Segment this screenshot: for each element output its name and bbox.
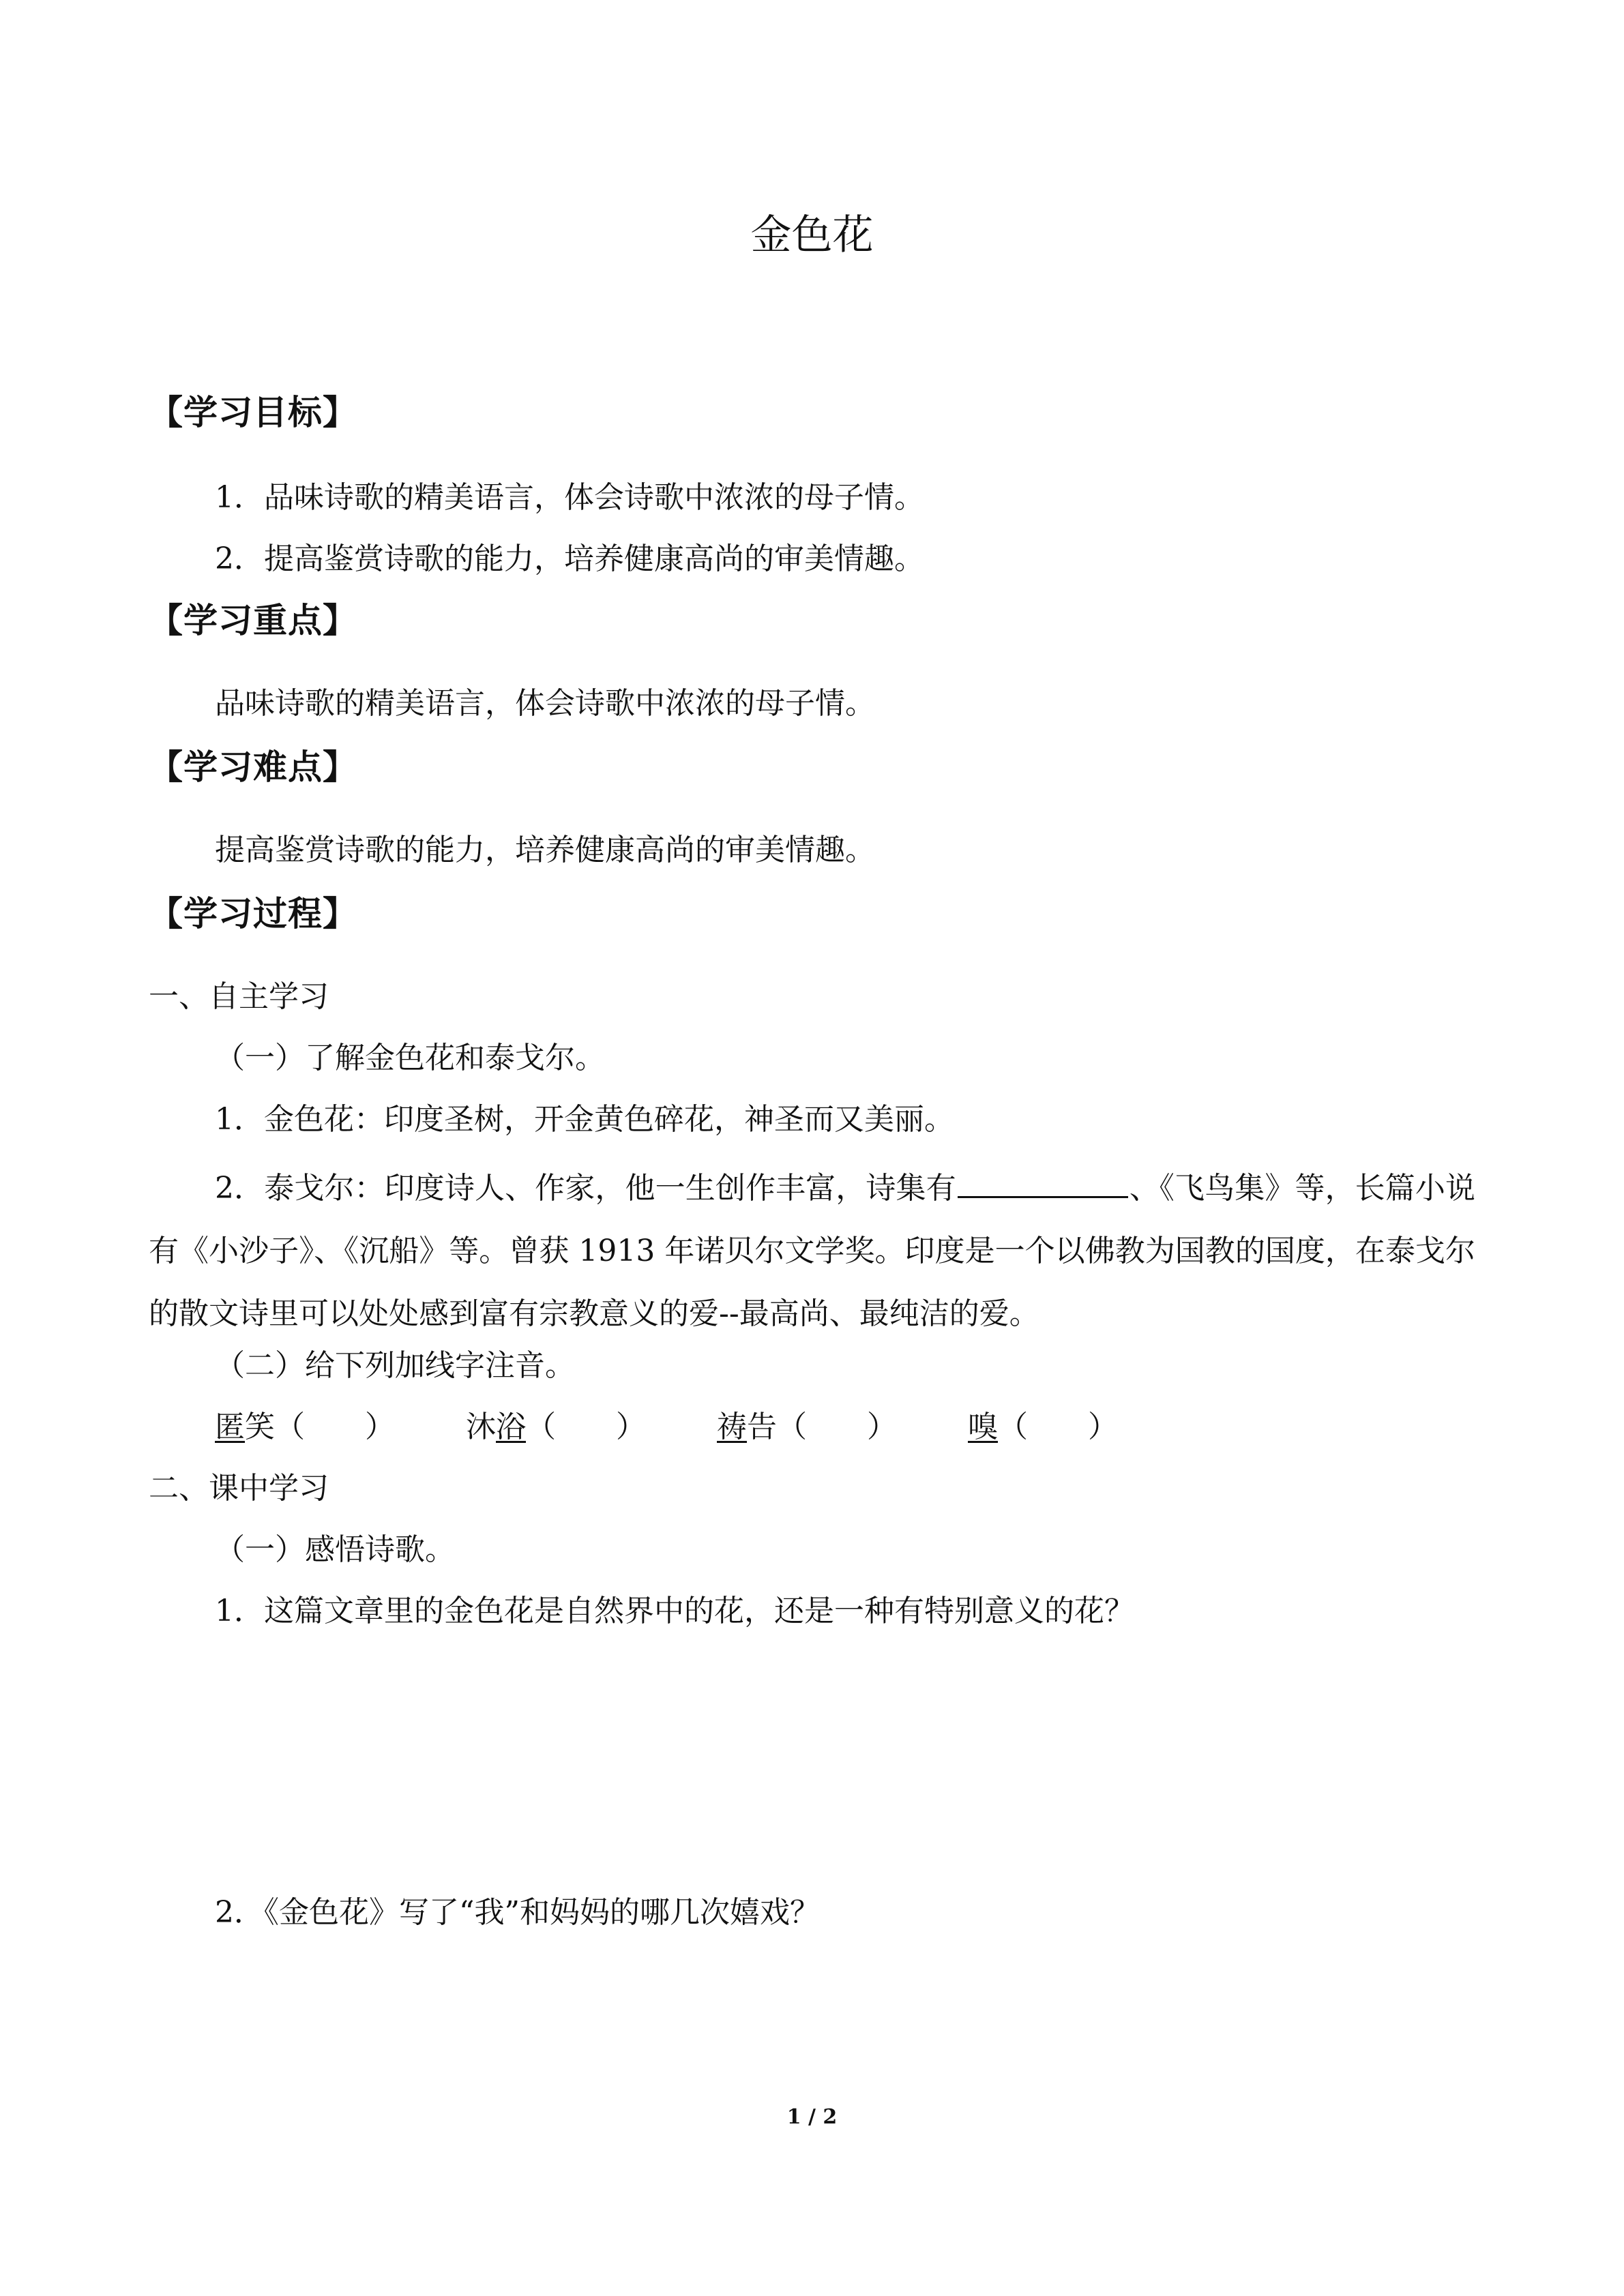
- underlined-char: 祷: [717, 1410, 747, 1444]
- pinyin-item-3: 祷告（ ）: [717, 1410, 897, 1444]
- pinyin-item-2: 沐浴（ ）: [466, 1410, 646, 1444]
- heading-difficulty: 【学习难点】: [149, 747, 357, 787]
- part1-sub2: （二）给下列加线字注音。: [215, 1348, 575, 1383]
- part2-question-2: 2．《金色花》写了“我”和妈妈的哪几次嬉戏？: [215, 1895, 820, 1930]
- heading-process: 【学习过程】: [149, 894, 357, 934]
- part2-title: 二、课中学习: [149, 1471, 329, 1506]
- part1-item2: [149, 1157, 1475, 1345]
- part1-item2-before: 2．泰戈尔：印度诗人、作家，他一生创作丰富，诗集有: [215, 1171, 956, 1206]
- underlined-char: 匿: [215, 1410, 245, 1444]
- part1-item2-after: 、《飞鸟集》等，长篇小说有《小沙子》、《沉船》等。曾获 1913 年诺贝尔文学奖。印度是一个以佛教为国教的国度，在泰戈尔的散文诗里可以处处感到富有宗教意义的爱--最高尚、最纯洁的爱。: [149, 1171, 1475, 1331]
- underlined-char: 浴: [496, 1410, 526, 1444]
- pinyin-row: [215, 1403, 1179, 1451]
- difficulty-text: 提高鉴赏诗歌的能力，培养健康高尚的审美情趣。: [215, 833, 875, 867]
- heading-key: 【学习重点】: [149, 601, 357, 640]
- pinyin-item-1: 匿笑（ ）: [215, 1410, 395, 1444]
- part1-sub1: （一）了解金色花和泰戈尔。: [215, 1041, 605, 1075]
- page-number: 1 / 2: [786, 2105, 838, 2129]
- key-text: 品味诗歌的精美语言，体会诗歌中浓浓的母子情。: [215, 686, 875, 721]
- pinyin-item-4: 嗅（ ）: [968, 1410, 1118, 1444]
- part1-item1: 1．金色花：印度圣树，开金黄色碎花，神圣而又美丽。: [215, 1102, 954, 1137]
- goal-item-1: 1．品味诗歌的精美语言，体会诗歌中浓浓的母子情。: [215, 480, 924, 515]
- heading-goals: 【学习目标】: [149, 393, 357, 432]
- underlined-char: 嗅: [968, 1410, 998, 1444]
- part2-sub1: （一）感悟诗歌。: [215, 1532, 455, 1567]
- goal-item-2: 2．提高鉴赏诗歌的能力，培养健康高尚的审美情趣。: [215, 541, 924, 576]
- fill-blank[interactable]: [958, 1163, 1128, 1198]
- part1-title: 一、自主学习: [149, 979, 329, 1014]
- part2-question-1: 1．这篇文章里的金色花是自然界中的花，还是一种有特别意义的花？: [215, 1594, 1134, 1628]
- page-title: 金色花: [750, 211, 874, 259]
